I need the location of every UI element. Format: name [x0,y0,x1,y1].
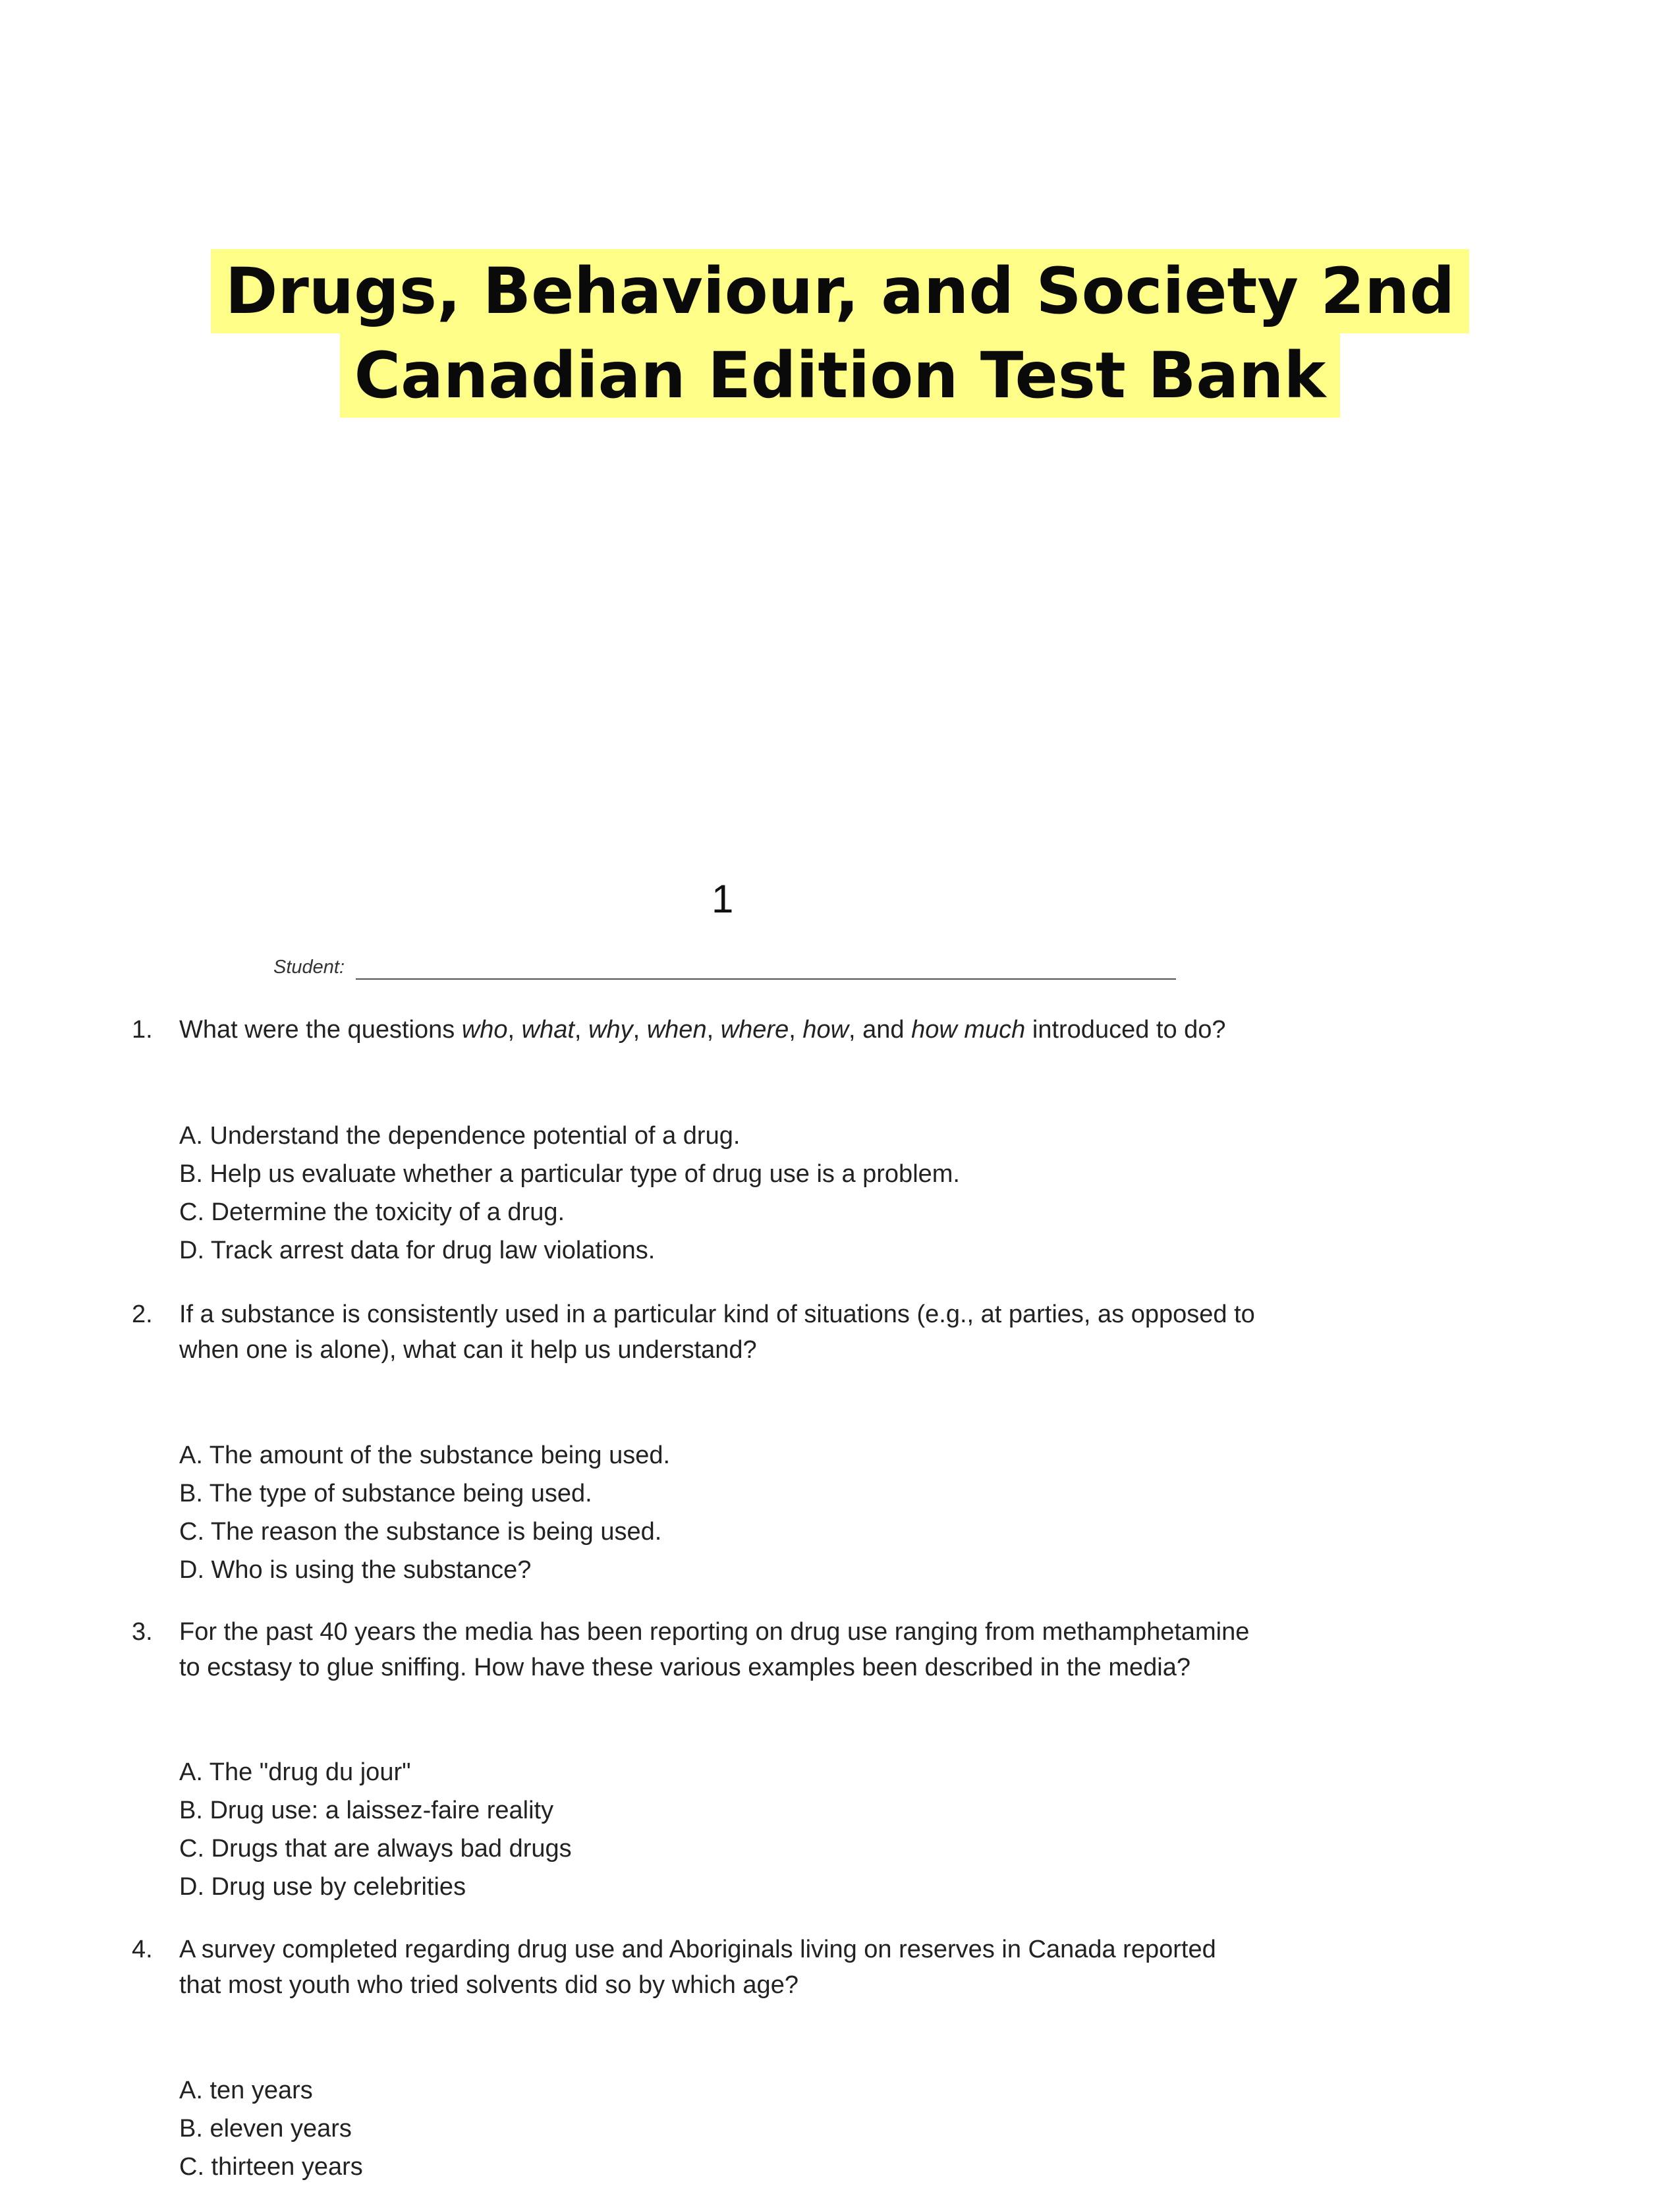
option-a: A. ten years [179,2077,313,2104]
document-title [0,249,1680,418]
question-4-options [179,2071,1299,2186]
option-a: A. The amount of the substance being used. [179,1442,671,1469]
option-b: B. Help us evaluate whether a particular type of drug use is a problem. [179,1160,960,1188]
question-text: For the past 40 years the media has been reporting on drug use ranging from methamphetamine to ecstasy to glue sniffing. How have these various examples been described in the media? [179,1618,1250,1681]
question-text: A survey completed regarding drug use and Aboriginals living on reserves in Canada reported that most youth who tried solvents did so by which age? [179,1936,1216,1999]
option-a: A. Understand the dependence potential of a drug. [179,1122,741,1150]
option-c: C. Determine the toxicity of a drug. [179,1198,565,1226]
option-d: D. Track arrest data for drug law violations. [179,1237,656,1264]
option-c: C. Drugs that are always bad drugs [179,1835,572,1863]
question-1-options [179,1117,1299,1270]
option-d: D. Drug use by celebrities [179,1873,466,1901]
option-c: C. The reason the substance is being used. [179,1518,662,1546]
question-3-options [179,1753,1299,1906]
question-number: 3. [132,1618,153,1646]
question-number: 2. [132,1301,153,1328]
option-b: B. Drug use: a laissez-faire reality [179,1797,554,1824]
option-b: B. The type of substance being used. [179,1480,592,1507]
option-c: C. thirteen years [179,2153,363,2181]
question-number: 4. [132,1936,153,1963]
question-number: 1. [132,1016,153,1044]
student-blank-line [356,978,1176,980]
student-label: Student: [273,957,345,978]
page-number: 1 [712,877,734,921]
student-field [273,957,1176,983]
option-b: B. eleven years [179,2115,352,2143]
title-line-2: Canadian Edition Test Bank [340,333,1341,418]
title-line-1: Drugs, Behaviour, and Society 2nd [211,249,1469,333]
question-text: If a substance is consistently used in a particular kind of situations (e.g., at parties, as opposed to when one is alone), what can it help us understand? [179,1301,1255,1364]
option-a: A. The "drug du jour" [179,1758,411,1786]
question-text: What were the questions who, what, why, when, where, how, and how much introduced to do? [179,1016,1226,1044]
question-2-options [179,1436,1299,1589]
option-d: D. Who is using the substance? [179,1556,532,1584]
